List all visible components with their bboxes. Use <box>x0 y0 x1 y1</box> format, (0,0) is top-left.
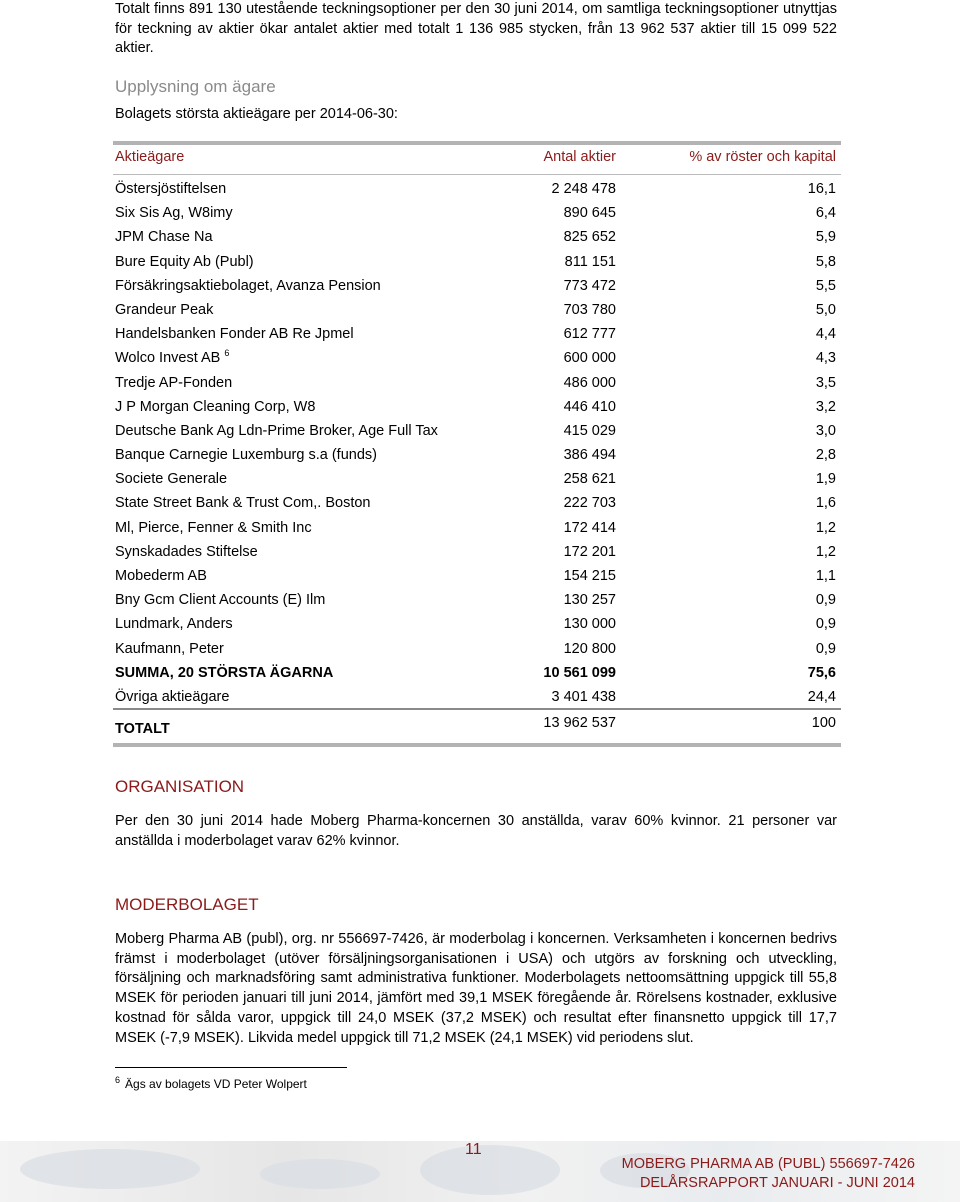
shares-count: 890 645 <box>563 205 616 222</box>
shares-count: 172 414 <box>563 519 616 536</box>
table-row <box>0 395 960 419</box>
ownership-percent: 16,1 <box>807 181 836 197</box>
table-row <box>0 225 960 249</box>
ownership-percent: 1,6 <box>815 495 836 512</box>
shares-count: 172 201 <box>563 543 616 560</box>
shares-count: 130 000 <box>563 616 616 633</box>
shareholder-name: Six Sis Ag, W8imy <box>115 205 233 222</box>
table-row <box>0 346 960 370</box>
total-label: TOTALT <box>115 721 170 737</box>
table-sum-rule <box>113 708 841 710</box>
shares-count: 120 800 <box>563 640 616 657</box>
shareholder-name: Ml, Pierce, Fenner & Smith Inc <box>115 519 312 536</box>
table-row <box>0 661 960 685</box>
ownership-percent: 1,1 <box>815 568 836 584</box>
shareholder-name: Lundmark, Anders <box>115 616 233 633</box>
shareholder-name: JPM Chase Na <box>115 229 213 246</box>
ownership-percent: 24,4 <box>807 688 836 705</box>
shareholder-name: SUMMA, 20 STÖRSTA ÄGARNA <box>115 664 334 681</box>
shareholder-name: J P Morgan Cleaning Corp, W8 <box>115 398 316 415</box>
shareholder-name: State Street Bank & Trust Com,. Boston <box>115 495 371 512</box>
shareholder-name: Östersjöstiftelsen <box>115 181 227 197</box>
table-header-row <box>0 149 960 171</box>
footnote <box>115 1075 307 1091</box>
footnote-rule <box>115 1067 347 1068</box>
ownership-percent: 0,9 <box>815 592 836 609</box>
page-number: 11 <box>465 1141 482 1158</box>
shares-count: 825 652 <box>563 229 616 246</box>
shares-count: 415 029 <box>563 422 616 439</box>
table-row <box>0 564 960 588</box>
footer-report-title: DELÅRSRAPPORT JANUARI - JUNI 2014 <box>639 1175 915 1191</box>
ownership-percent: 0,9 <box>815 616 836 633</box>
ownership-percent: 5,8 <box>815 253 836 270</box>
shareholder-name: Mobederm AB <box>115 568 207 584</box>
shares-count: 703 780 <box>563 301 616 318</box>
table-row <box>0 371 960 395</box>
ownership-percent: 75,6 <box>807 664 836 681</box>
table-row <box>0 419 960 443</box>
table-row <box>0 250 960 274</box>
table-row <box>0 443 960 467</box>
total-percent: 100 <box>811 715 836 731</box>
table-row <box>0 612 960 636</box>
shareholder-name: Tredje AP-Fonden <box>115 374 233 391</box>
footnote-ref: 6 <box>224 348 230 359</box>
shares-count: 600 000 <box>563 350 616 367</box>
table-bottom-rule <box>113 743 841 747</box>
organisation-paragraph: Per den 30 juni 2014 hade Moberg Pharma-koncernen 30 anställda, varav 60% kvinnor. 21 personer var anställda i moderbolaget varav 62% kvinnor. <box>115 813 837 849</box>
ownership-percent: 1,2 <box>815 543 836 560</box>
table-row <box>0 637 960 661</box>
table-row <box>0 298 960 322</box>
owners-subtitle: Bolagets största aktieägare per 2014-06-30: <box>115 106 398 122</box>
shares-count: 154 215 <box>563 568 616 584</box>
shareholder-table-body <box>0 177 960 709</box>
shares-count: 486 000 <box>563 374 616 391</box>
table-row <box>0 322 960 346</box>
shares-count: 3 401 438 <box>551 688 616 705</box>
intro-paragraph: Totalt finns 891 130 utestående teckningsoptioner per den 30 juni 2014, om samtliga teckningsoptioner utnyttjas för teckning av aktier ökar antalet aktier med totalt 1 136 985 stycken, från 13 962 537 aktier till 15 099 522 aktier. <box>115 1 837 56</box>
shares-count: 612 777 <box>563 326 616 343</box>
shares-count: 811 151 <box>564 253 616 270</box>
shareholder-name: Bny Gcm Client Accounts (E) Ilm <box>115 592 326 609</box>
table-row <box>0 177 960 201</box>
shares-count: 258 621 <box>563 471 616 488</box>
shareholder-name: Bure Equity Ab (Publ) <box>115 253 254 270</box>
footer-company: MOBERG PHARMA AB (PUBL) 556697-7426 <box>621 1156 915 1172</box>
shares-count: 773 472 <box>563 277 616 294</box>
shareholder-name: Synskadades Stiftelse <box>115 543 258 560</box>
ownership-percent: 5,9 <box>815 229 836 246</box>
table-row <box>0 685 960 709</box>
table-row <box>0 491 960 515</box>
ownership-percent: 5,5 <box>815 277 836 294</box>
table-row <box>0 274 960 298</box>
ownership-percent: 1,2 <box>815 519 836 536</box>
shareholder-name: Wolco Invest AB $^6$ <box>115 348 230 367</box>
footnote-text: Ägs av bolagets VD Peter Wolpert <box>125 1077 307 1091</box>
ownership-percent: 2,8 <box>815 447 836 464</box>
table-row <box>0 201 960 225</box>
shares-count: 130 257 <box>563 592 616 609</box>
table-row <box>0 588 960 612</box>
table-row <box>0 540 960 564</box>
shareholder-name: Försäkringsaktiebolaget, Avanza Pension <box>115 277 381 294</box>
ownership-percent: 3,0 <box>815 422 836 439</box>
ownership-percent: 5,0 <box>815 301 836 318</box>
ownership-percent: 3,5 <box>815 374 836 391</box>
moderbolaget-heading: MODERBOLAGET <box>115 895 259 914</box>
shareholder-name: Deutsche Bank Ag Ldn-Prime Broker, Age Full Tax <box>115 422 438 439</box>
ownership-percent: 6,4 <box>815 205 836 222</box>
table-row <box>0 516 960 540</box>
shares-count: 222 703 <box>563 495 616 512</box>
table-total-row <box>0 712 960 742</box>
ownership-percent: 4,4 <box>815 326 836 343</box>
shareholder-name: Banque Carnegie Luxemburg s.a (funds) <box>115 447 377 464</box>
owners-heading: Upplysning om ägare <box>115 77 276 96</box>
ownership-percent: 3,2 <box>815 398 836 415</box>
header-shareholder: Aktieägare <box>115 149 185 165</box>
shareholder-name: Kaufmann, Peter <box>115 640 224 657</box>
organisation-heading: ORGANISATION <box>115 777 245 796</box>
ownership-percent: 4,3 <box>815 350 836 367</box>
moderbolaget-paragraph: Moberg Pharma AB (publ), org. nr 556697-7426, är moderbolag i koncernen. Verksamheten i koncernen bedrivs främst i moderbolaget (utöver försäljningsorganisationen i USA) och utgörs av forskning och utveckling, försäljning och marknadsföring samt administrativa funktioner. Moderbolagets nettoomsättning uppgick till 55,8 MSEK för perioden januari till juni 2014, jämfört med 39,1 MSEK föregående år. Rörelsens kostnader, exklusive kostnad för sålda varor, uppgick till 24,0 MSEK (37,2 MSEK) och resultat efter finansnetto uppgick till 17,7 MSEK (-7,9 MSEK). Likvida medel uppgick till 71,2 MSEK (24,1 MSEK) vid periodens slut. <box>115 931 837 1046</box>
shares-count: 386 494 <box>563 447 616 464</box>
shareholder-name: Grandeur Peak <box>115 301 214 318</box>
footnote-number: 6 <box>115 1075 121 1085</box>
total-shares: 13 962 537 <box>543 715 616 731</box>
ownership-percent: 0,9 <box>815 640 836 657</box>
header-percent: % av röster och kapital <box>689 149 836 165</box>
shareholder-name: Societe Generale <box>115 471 228 488</box>
table-row <box>0 467 960 491</box>
ownership-percent: 1,9 <box>815 471 836 488</box>
header-shares: Antal aktier <box>543 149 616 165</box>
shareholder-name: Handelsbanken Fonder AB Re Jpmel <box>115 326 354 343</box>
shareholder-name: Övriga aktieägare <box>115 688 230 705</box>
table-header-rule <box>113 174 841 175</box>
shares-count: 446 410 <box>563 398 616 415</box>
shares-count: 2 248 478 <box>551 181 616 197</box>
shares-count: 10 561 099 <box>543 664 616 681</box>
table-top-rule <box>113 141 841 145</box>
